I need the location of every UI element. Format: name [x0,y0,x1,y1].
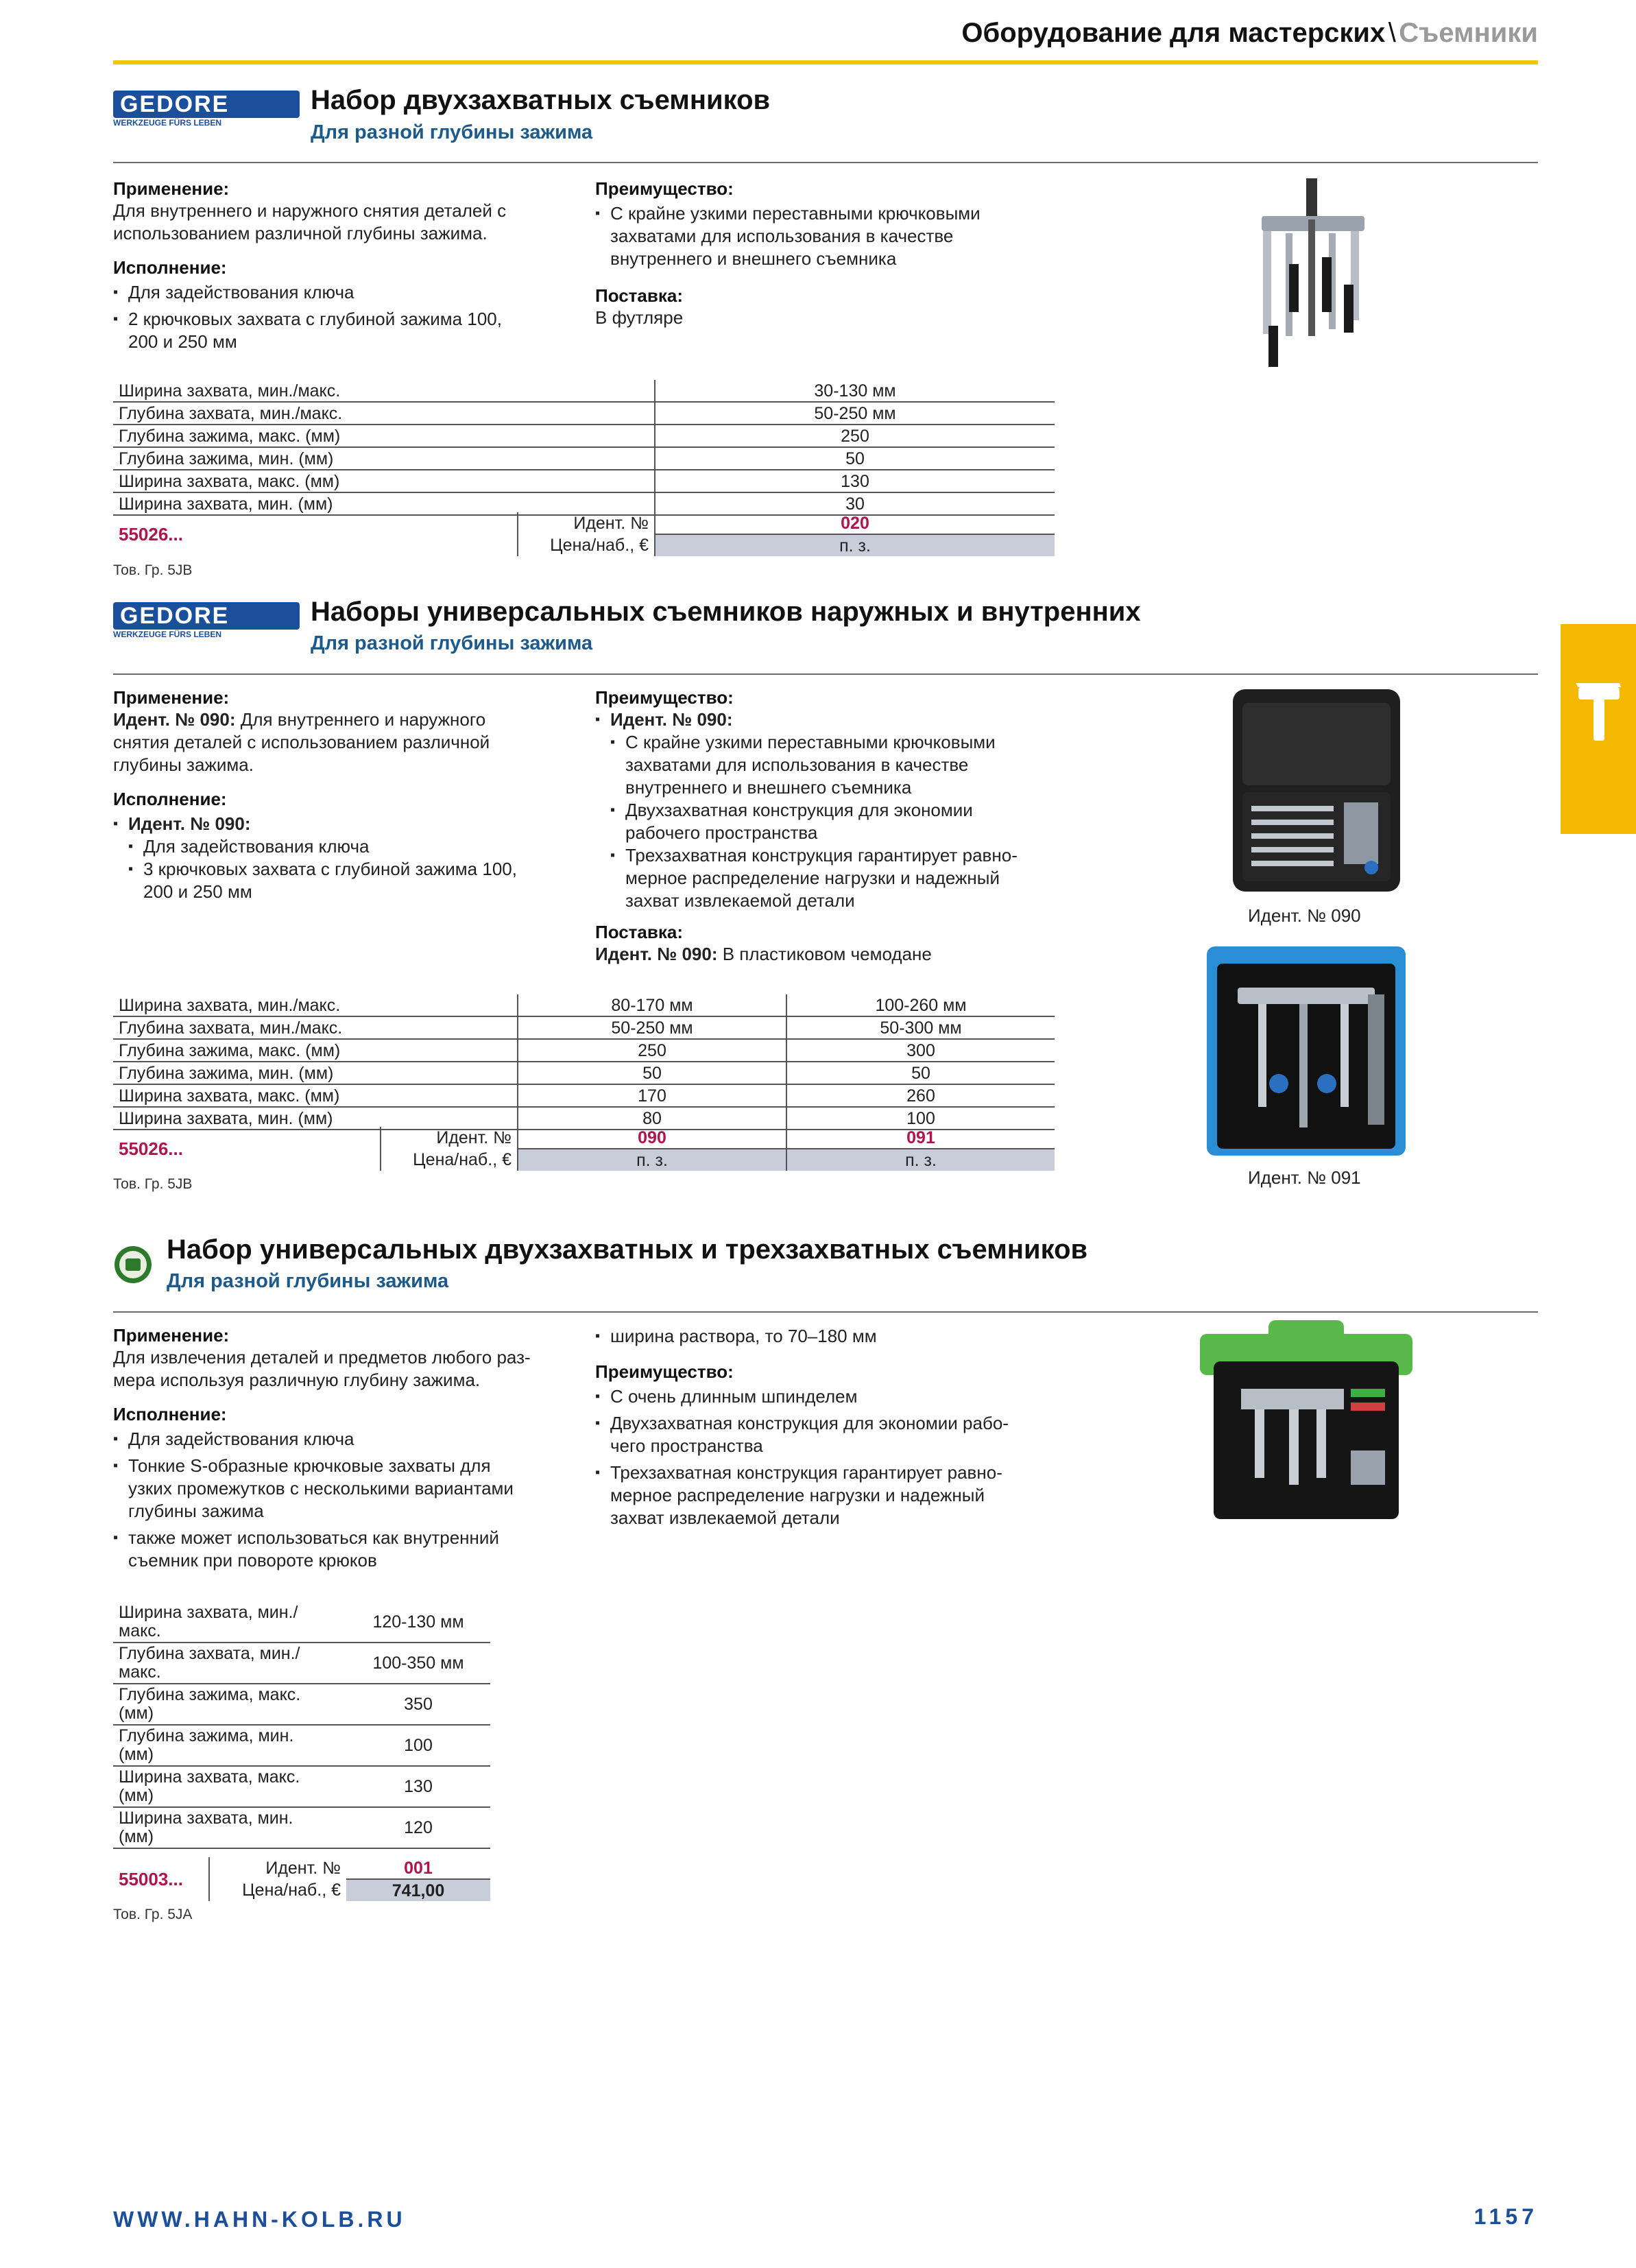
price-value: п. з. [786,1149,1055,1171]
design-item-cont: узких промежутков с несколькими вариантами [128,1478,514,1499]
spec-value: 100 [346,1725,490,1766]
application-label: Применение: [113,687,230,708]
spec-label-cont: (мм) [119,1745,154,1764]
application-line: снятия деталей с использованием различной [113,732,490,752]
spec-row [113,1807,490,1848]
spec-row [113,380,1055,402]
gedore-logo-text: GEDORE [113,91,300,118]
delivery-label: Поставка: [595,285,683,306]
spec-label: Ширина захвата, мин./ [119,1603,298,1622]
p2-spec-table [113,994,1055,1130]
application-label: Применение: [113,178,230,199]
price-label: Цена/наб., € [550,536,649,555]
spec-value: 120-130 мм [346,1602,490,1643]
spec-label: Глубина захвата, мин./макс. [113,1016,518,1039]
advantage-cont: мерное распределение нагрузки и надежный [625,868,1000,888]
puller-image [1248,175,1378,381]
design-item-cont: 200 и 250 мм [143,881,252,902]
spec-label: Глубина зажима, мин. [119,1726,294,1745]
spec-row [113,402,1055,425]
spec-value: 50 [786,1062,1055,1084]
hammer-icon [1561,624,1636,834]
price-label: Цена/наб., € [242,1881,341,1900]
advantage-label: Преимущество: [595,178,734,199]
spec-label-cont: (мм) [119,1786,154,1805]
brand-seal-icon [113,1245,153,1285]
spec-row [113,1684,490,1725]
green-case-image [1200,1320,1419,1529]
price-value: п. з. [655,534,1055,556]
design-label: Исполнение: [113,1404,227,1424]
spec-value: 50-250 мм [655,402,1055,425]
application-line: Для внутреннего и наружного [235,709,486,730]
advantage-cont: внутреннего и внешнего съемника [625,777,912,798]
spec-row [113,1039,1055,1062]
article-code[interactable]: 55003... [119,1868,183,1889]
header-separator: \ [1388,18,1396,48]
header-subsection: Съемники [1399,18,1538,48]
section-rule [113,162,1538,163]
advantage-item: ▪ Двухзахватная конструкция для экономии [610,799,1075,822]
application-line: мера используя различную глубину зажима. [113,1370,481,1390]
spec-label: Ширина захвата, мин. (мм) [113,1107,518,1130]
spec-label: Ширина захвата, мин./макс. [113,994,518,1016]
advantage-item: ▪ Трехзахватная конструкция гарантирует равно- [610,844,1075,867]
spec-value: 50 [518,1062,786,1084]
price-label: Цена/наб., € [413,1150,512,1169]
spec-label: Глубина зажима, макс. (мм) [113,425,655,447]
id-label: Идент. № [265,1859,341,1878]
spec-value: 100-260 мм [786,994,1055,1016]
spec-value: 80 [518,1107,786,1130]
application-line: Для внутреннего и наружного снятия деталей с [113,200,507,221]
delivery-label: Поставка: [595,922,683,942]
advantage-label: Преимущество: [595,1361,734,1382]
design-item-cont: съемник при повороте крюков [128,1550,377,1571]
design-label: Исполнение: [113,789,227,809]
spec-label: Ширина захвата, макс. (мм) [113,470,655,492]
spec-value: 50 [655,447,1055,470]
spec-row [113,1725,490,1766]
application-line: использованием различной глубины зажима. [113,223,488,243]
advantage-item: ▪ С крайне узкими переставными крючковыми [610,731,1075,754]
advantage-id: ▪ Идент. № 090: [595,708,1075,731]
header-section: Оборудование для мастерских [961,18,1386,48]
spec-label: Ширина захвата, макс. [119,1767,300,1787]
p3-spec-table [113,1602,490,1849]
price-value: 741,00 [346,1879,490,1901]
design-item: ▪ также может использоваться как внутренний [113,1527,579,1549]
gedore-logo-tagline: WERKZEUGE FÜRS LEBEN [113,630,222,639]
design-item: ▪ Для задействования ключа [128,835,579,858]
spec-label: Глубина зажима, мин. (мм) [113,1062,518,1084]
design-id: ▪ Идент. № 090: [113,813,579,835]
id-number[interactable]: 090 [518,1127,786,1149]
p1-right-column [595,178,1075,329]
case-091-image [1203,946,1409,1159]
article-code[interactable]: 55026... [119,1138,183,1159]
gedore-logo-text: GEDORE [113,602,300,630]
spec-value: 100-350 мм [346,1643,490,1684]
spec-label-cont: макс. [119,1662,161,1682]
spec-value: 170 [518,1084,786,1107]
header-rule [113,60,1538,64]
advantage-cont: захват извлекаемой детали [625,890,855,911]
advantage-item: ▪ Двухзахватная конструкция для экономии рабо- [595,1412,1075,1435]
spec-value: 250 [655,425,1055,447]
page-header [961,18,1538,49]
p3-left-column [113,1325,579,1572]
spec-label: Глубина захвата, мин./ [119,1644,300,1663]
design-item: ▪ Тонкие S-образные крючковые захваты для [113,1455,579,1477]
opening-width-item: ▪ ширина раствора, то 70–180 мм [595,1325,1075,1348]
spec-row [113,425,1055,447]
delivery-text: В пластиковом чемодане [717,944,932,964]
spec-value: 30 [655,492,1055,515]
spec-label: Ширина захвата, мин./макс. [113,380,655,402]
spec-row [113,1084,1055,1107]
product-subtitle: Для разной глубины зажима [311,632,593,654]
spec-value: 50-300 мм [786,1016,1055,1039]
spec-label-cont: (мм) [119,1827,154,1846]
spec-row [113,1602,490,1643]
spec-row [113,1062,1055,1084]
advantage-cont: захватами для использования в качестве [610,226,954,246]
design-item-cont: глубины зажима [128,1501,264,1521]
product-title: Набор универсальных двухзахватных и трехзахватных съемников [167,1234,1088,1265]
spec-value: 130 [346,1766,490,1807]
case-090-image [1227,689,1406,895]
design-label: Исполнение: [113,257,227,278]
product-group: Тов. Гр. 5JB [113,562,193,578]
spec-label: Глубина зажима, мин. (мм) [113,447,655,470]
spec-value: 250 [518,1039,786,1062]
p3-right-column [595,1325,1075,1529]
advantage-cont: чего пространства [610,1435,763,1456]
spec-label: Ширина захвата, мин. [119,1809,293,1828]
spec-row [113,447,1055,470]
p1-spec-table [113,380,1055,516]
application-label: Применение: [113,1325,230,1346]
product-subtitle: Для разной глубины зажима [311,121,593,143]
gedore-logo [113,602,300,639]
delivery-id: Идент. № 090: [595,944,718,964]
design-item-cont: 200 и 250 мм [128,331,237,352]
advantage-cont: внутреннего и внешнего съемника [610,248,897,269]
advantage-cont: захватами для использования в качестве [625,754,969,775]
price-value: п. з. [518,1149,786,1171]
design-item: ▪ Для задействования ключа [113,281,566,304]
spec-label: Ширина захвата, макс. (мм) [113,1084,518,1107]
advantage-cont: мерное распределение нагрузки и надежный [610,1485,985,1505]
spec-row [113,1766,490,1807]
spec-label: Глубина захвата, мин./макс. [113,402,655,425]
spec-row [113,1643,490,1684]
design-item: ▪ Для задействования ключа [113,1428,579,1451]
spec-value: 260 [786,1084,1055,1107]
spec-label: Ширина захвата, мин. (мм) [113,492,655,515]
p2-left-column [113,687,579,903]
spec-value: 350 [346,1684,490,1725]
category-tab[interactable] [1561,624,1636,834]
product-title: Набор двухзахватных съемников [311,85,771,115]
spec-value: 100 [786,1107,1055,1130]
advantage-item: ▪ С крайне узкими переставными крючковыми [595,202,1075,225]
image-caption: Идент. № 091 [1248,1167,1361,1188]
advantage-item: ▪ С очень длинным шпинделем [595,1385,1075,1408]
p2-right-column [595,687,1075,966]
delivery-text: В футляре [595,307,684,328]
spec-label: Глубина зажима, макс. [119,1685,301,1704]
spec-value: 120 [346,1807,490,1848]
p3-order-table [113,1857,490,1901]
advantage-item: ▪ Трехзахватная конструкция гарантирует равно- [595,1461,1075,1484]
spec-label-cont: (мм) [119,1704,154,1723]
page-number: 1157 [1473,2204,1538,2229]
design-item: ▪ 3 крючковых захвата с глубиной зажима 100, [128,858,579,881]
id-number[interactable]: 020 [655,512,1055,534]
article-code[interactable]: 55026... [119,523,183,545]
gedore-logo-tagline: WERKZEUGE FÜRS LEBEN [113,118,222,128]
product-group: Тов. Гр. 5JB [113,1176,193,1192]
application-line: глубины зажима. [113,754,254,775]
product-subtitle: Для разной глубины зажима [167,1270,449,1292]
spec-value: 130 [655,470,1055,492]
spec-label: Глубина зажима, макс. (мм) [113,1039,518,1062]
spec-value: 50-250 мм [518,1016,786,1039]
section-rule [113,673,1538,675]
design-item: ▪ 2 крючковых захвата с глубиной зажима 100, [113,308,566,331]
spec-value: 80-170 мм [518,994,786,1016]
p1-left-column [113,178,566,353]
section-rule [113,1311,1538,1313]
id-label: Идент. № [573,514,649,533]
application-line: Для извлечения деталей и предметов любого раз- [113,1347,531,1368]
spec-row [113,1016,1055,1039]
advantage-cont: захват извлекаемой детали [610,1507,840,1528]
advantage-cont: рабочего пространства [625,822,818,843]
p1-order-table [113,512,1055,556]
footer-website-link[interactable]: WWW.HAHN-KOLB.RU [113,2207,406,2232]
spec-value: 30-130 мм [655,380,1055,402]
id-number[interactable]: 001 [346,1857,490,1879]
spec-value: 300 [786,1039,1055,1062]
id-number[interactable]: 091 [786,1127,1055,1149]
image-caption: Идент. № 090 [1248,905,1361,926]
id-label: Идент. № [436,1128,512,1147]
spec-row [113,994,1055,1016]
product-group: Тов. Гр. 5JA [113,1907,193,1922]
spec-row [113,470,1055,492]
advantage-label: Преимущество: [595,687,734,708]
gedore-logo [113,91,300,128]
spec-label-cont: макс. [119,1621,161,1640]
p2-order-table [113,1127,1055,1171]
product-title: Наборы универсальных съемников наружных и внутренних [311,597,1141,627]
application-id: Идент. № 090: [113,709,236,730]
